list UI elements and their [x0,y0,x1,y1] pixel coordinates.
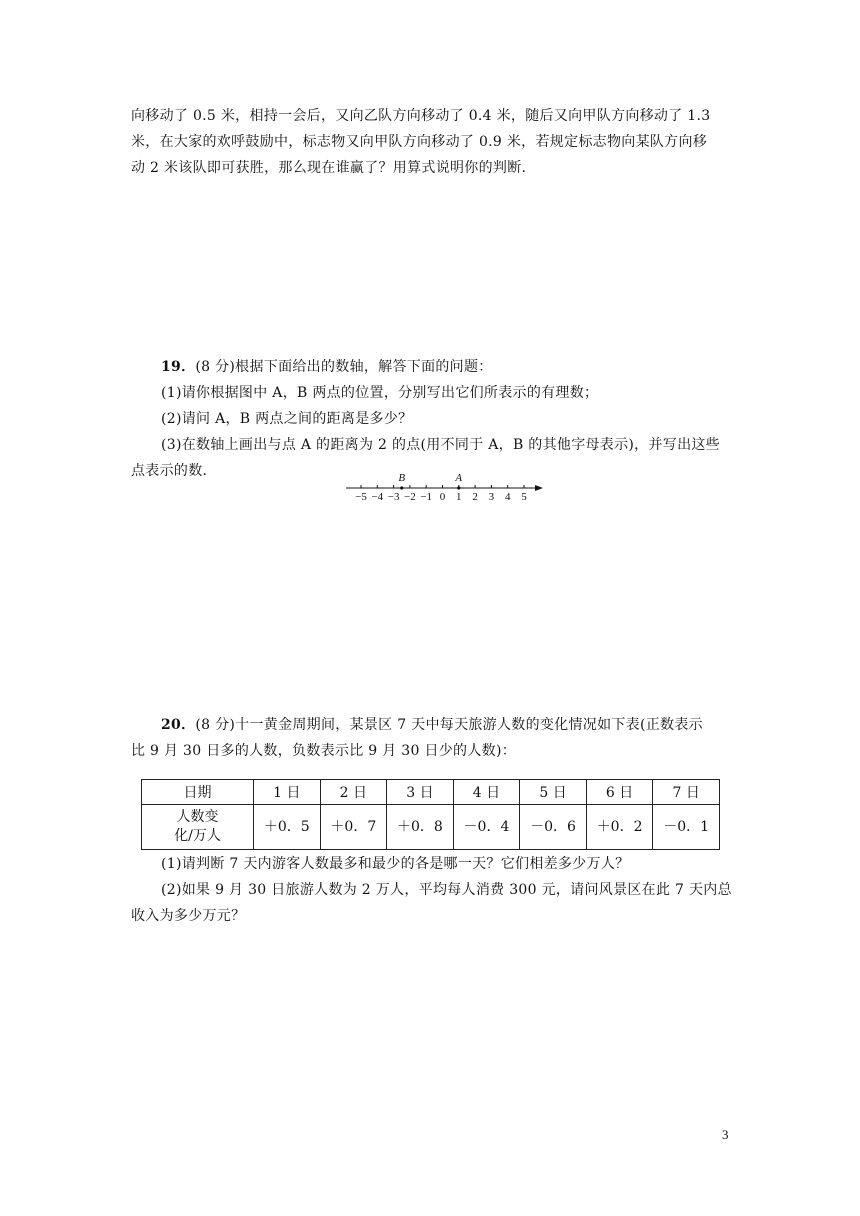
table-header-cell: 日期 [142,780,254,805]
table-row [142,780,720,805]
number-line-tick-label: 2 [472,491,478,503]
question-20-parts [131,851,731,929]
number-line-tick-label: −5 [355,491,367,503]
table-header-cell: 4 日 [453,780,520,805]
number-line-tick-label: −4 [371,491,384,503]
question-20-stem [131,712,731,738]
text-line: 米，在大家的欢呼鼓励中，标志物又向甲队方向移动了 0.9 米，若规定标志物向某队方向移 [131,134,708,150]
question-19-part-3-continued: 点表示的数. [131,463,208,479]
table-header-cell: 3 日 [387,780,454,805]
question-20-part-1: (1)请判断 7 天内游客人数最多和最少的各是哪一天？它们相差多少万人？ [161,856,630,872]
number-line-point-label: A [455,472,463,484]
number-line-tick-label: 4 [504,491,511,503]
question-20 [131,712,731,764]
table-cell: ＋0．5 [254,805,321,850]
number-line-tick-label: 3 [488,491,495,503]
question-19-stem [131,354,731,380]
number-line-arrow [535,485,543,491]
page-number: 3 [722,1127,729,1142]
question-number: 20． [161,717,196,733]
question-19 [131,354,731,484]
table-cell: －0．6 [520,805,587,850]
table-cell: ＋0．7 [320,805,387,850]
table-row [142,805,720,850]
question-19-part-2: (2)请问 A，B 两点之间的距离是多少？ [161,411,413,427]
question-18-continuation [131,103,731,181]
number-line-tick-label: −1 [420,491,433,503]
question-stem-text: (8 分)根据下面给出的数轴，解答下面的问题： [195,359,493,375]
question-stem-text: (8 分)十一黄金周期间，某景区 7 天中每天旅游人数的变化情况如下表(正数表示 [195,717,703,733]
table-header-cell: 7 日 [653,780,720,805]
text-line: 向移动了 0.5 米，相持一会后，又向乙队方向移动了 0.4 米，随后又向甲队方向移动了 1.3 [131,108,711,124]
number-line-tick-label: 0 [439,491,446,503]
question-20-part-2-continued: 收入为多少万元？ [131,908,246,924]
question-20-stem-continued: 比 9 月 30 日多的人数，负数表示比 9 月 30 日少的人数)： [131,743,517,759]
question-19-part-3: (3)在数轴上画出与点 A 的距离为 2 的点(用不同于 A，B 的其他字母表示)，并写出这些 [161,437,720,453]
number-line-point [400,486,403,489]
number-line-figure [340,468,550,510]
table-header-cell: 1 日 [254,780,321,805]
number-line-tick-label: 5 [521,491,527,503]
visitor-change-table [141,779,720,850]
number-line-tick-label: 1 [456,491,462,503]
number-line-point-label: B [398,472,406,484]
table-header-cell: 5 日 [520,780,587,805]
row-label-line: 人数变 [176,809,219,825]
table-cell: ＋0．2 [586,805,653,850]
question-19-part-1: (1)请你根据图中 A，B 两点的位置，分别写出它们所表示的有理数； [161,385,599,401]
number-line-tick-label: −2 [404,491,416,503]
text-line: 动 2 米该队即可获胜，那么现在谁赢了？用算式说明你的判断. [131,160,527,176]
table-cell: －0．4 [453,805,520,850]
number-line-tick-label: −3 [387,491,400,503]
table-header-cell: 2 日 [320,780,387,805]
table-cell: ＋0．8 [387,805,454,850]
question-20-part-2: (2)如果 9 月 30 日旅游人数为 2 万人，平均每人消费 300 元，请问风景区在此 7 天内总 [161,882,732,898]
table-row-label [142,805,254,850]
table-header-cell: 6 日 [586,780,653,805]
question-number: 19． [161,359,196,375]
row-label-line: 化/万人 [174,828,221,844]
number-line-point [457,486,460,489]
table-cell: －0．1 [653,805,720,850]
